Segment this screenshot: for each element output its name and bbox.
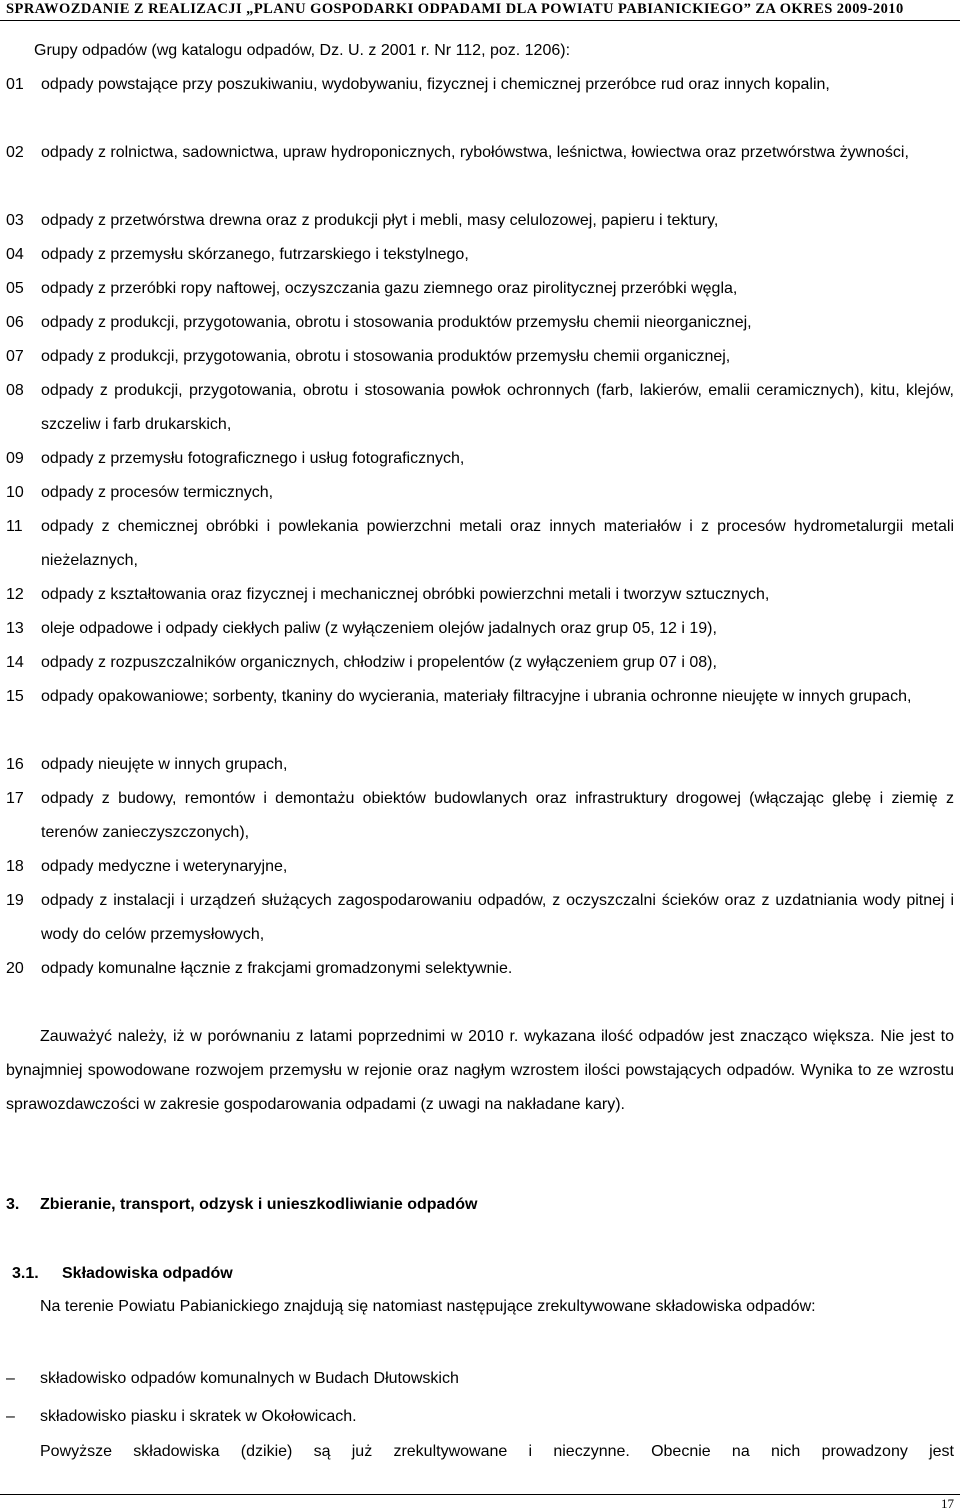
running-header: SPRAWOZDANIE Z REALIZACJI „PLANU GOSPODARKI ODPADAMI DLA POWIATU PABIANICKIEGO” ZA OKRES 2009-2010: [6, 1, 904, 17]
waste-group-text: odpady z rozpuszczalników organicznych, chłodziw i propelentów (z wyłączeniem grup 07 i 08),: [41, 654, 717, 671]
landfills-paragraph: Na terenie Powiatu Pabianickiego znajdują się natomiast następujące zrekultywowane składowiska odpadów:: [40, 1298, 816, 1315]
reclamation-paragraph: Powyższe składowiska (dzikie) są już zrekultywowane i nieczynne. Obecnie na nich prowadzony jest: [40, 1443, 954, 1460]
waste-group-text: oleje odpadowe i odpady ciekłych paliw (z wyłączeniem olejów jadalnych oraz grup 05, 12 i 19),: [41, 620, 717, 637]
waste-group-text: odpady z przemysłu skórzanego, futrzarskiego i tekstylnego,: [41, 246, 469, 263]
list-item: [6, 652, 954, 680]
waste-group-code: 04: [6, 246, 24, 263]
waste-group-code: 11: [6, 518, 23, 535]
list-item: [6, 584, 954, 612]
waste-group-text: odpady z procesów termicznych,: [41, 484, 274, 501]
list-item: [6, 380, 954, 442]
section-title: Zbieranie, transport, odzysk i unieszkodliwianie odpadów: [40, 1196, 478, 1213]
list-item: [6, 618, 954, 646]
section-number: 3.: [6, 1196, 20, 1213]
waste-group-text: odpady z produkcji, przygotowania, obrotu i stosowania produktów przemysłu chemii organicznej,: [41, 348, 731, 365]
list-item: [6, 686, 954, 714]
waste-group-text: odpady komunalne łącznie z frakcjami gromadzonymi selektywnie.: [41, 960, 513, 977]
waste-group-code: 07: [6, 348, 24, 365]
bullet-dash: –: [6, 1408, 15, 1425]
waste-group-code: 02: [6, 144, 24, 161]
list-item: [6, 142, 954, 170]
waste-group-text: odpady medyczne i weterynaryjne,: [41, 858, 288, 875]
waste-group-code: 13: [6, 620, 24, 637]
list-item: [6, 244, 954, 272]
waste-group-text: odpady z produkcji, przygotowania, obrotu i stosowania powłok ochronnych (farb, lakierów, emalii ceramicznych), kitu, klejów, szczeliw i farb drukarskich,: [41, 382, 954, 433]
waste-group-text: odpady z rolnictwa, sadownictwa, upraw hydroponicznych, rybołówstwa, leśnictwa, łowiectwa oraz przetwórstwa żywności,: [41, 144, 909, 161]
waste-group-code: 10: [6, 484, 24, 501]
waste-group-code: 19: [6, 892, 24, 909]
page-number: 17: [941, 1496, 954, 1511]
list-item: [6, 74, 954, 102]
waste-groups-intro: Grupy odpadów (wg katalogu odpadów, Dz. U. z 2001 r. Nr 112, poz. 1206):: [34, 42, 571, 59]
waste-group-text: odpady z instalacji i urządzeń służących zagospodarowaniu odpadów, z oczyszczalni ścieków oraz z uzdatniania wody pitnej i wody do celów przemysłowych,: [41, 892, 954, 943]
waste-group-code: 09: [6, 450, 24, 467]
list-item: [6, 312, 954, 340]
waste-amount-paragraph: Zauważyć należy, iż w porównaniu z latami poprzednimi w 2010 r. wykazana ilość odpadów jest znacząco większa. Nie jest to bynajmniej spowodowane rozwojem przemysłu w rejonie oraz nagłym wzrostem ilości powstających odpadów. Wynika to ze wzrostu sprawozdawczości w zakresie gospodarowania odpadami (z uwagi na nakładane kary).: [6, 1028, 954, 1113]
waste-group-code: 16: [6, 756, 24, 773]
waste-group-text: odpady nieujęte w innych grupach,: [41, 756, 288, 773]
waste-group-code: 18: [6, 858, 24, 875]
waste-group-text: odpady z chemicznej obróbki i powlekania powierzchni metali oraz innych materiałów i z procesów hydrometalurgii metali nieżelaznych,: [41, 518, 954, 569]
landfill-name: składowisko odpadów komunalnych w Budach Dłutowskich: [40, 1370, 459, 1387]
waste-group-code: 05: [6, 280, 24, 297]
waste-group-code: 15: [6, 688, 24, 705]
list-item: [6, 890, 954, 952]
waste-group-code: 01: [6, 76, 24, 93]
list-item: [6, 516, 954, 578]
section-heading: [6, 1194, 477, 1216]
bullet-dash: –: [6, 1370, 15, 1387]
header-divider: [0, 20, 960, 21]
list-item: [6, 346, 954, 374]
waste-group-text: odpady z przeróbki ropy naftowej, oczyszczania gazu ziemnego oraz pirolitycznej przeróbki węgla,: [41, 280, 738, 297]
footer-divider: [0, 1494, 960, 1495]
list-item: [6, 856, 954, 884]
waste-group-text: odpady z kształtowania oraz fizycznej i mechanicznej obróbki powierzchni metali i tworzyw sztucznych,: [41, 586, 770, 603]
waste-group-code: 06: [6, 314, 24, 331]
subsection-number: 3.1.: [12, 1265, 39, 1282]
subsection-heading: [12, 1263, 233, 1285]
list-item: [6, 788, 954, 850]
list-item: [6, 754, 954, 782]
waste-group-code: 12: [6, 586, 24, 603]
waste-group-text: odpady z produkcji, przygotowania, obrotu i stosowania produktów przemysłu chemii nieorganicznej,: [41, 314, 752, 331]
waste-group-code: 08: [6, 382, 24, 399]
waste-group-code: 17: [6, 790, 24, 807]
list-item: [6, 482, 954, 510]
waste-group-text: odpady opakowaniowe; sorbenty, tkaniny do wycierania, materiały filtracyjne i ubrania ochronne nieujęte w innych grupach,: [41, 688, 912, 705]
list-item: [6, 448, 954, 476]
waste-group-code: 14: [6, 654, 24, 671]
list-item: [6, 278, 954, 306]
waste-group-code: 20: [6, 960, 24, 977]
waste-group-text: odpady z przemysłu fotograficznego i usług fotograficznych,: [41, 450, 465, 467]
list-item: [6, 210, 954, 238]
waste-group-text: odpady powstające przy poszukiwaniu, wydobywaniu, fizycznej i chemicznej przeróbce rud oraz innych kopalin,: [41, 76, 830, 93]
landfill-name: składowisko piasku i skratek w Okołowicach.: [40, 1408, 357, 1425]
waste-group-text: odpady z budowy, remontów i demontażu obiektów budowlanych oraz infrastruktury drogowej (włączając glebę i ziemię z terenów zanieczyszczonych),: [41, 790, 954, 841]
waste-group-code: 03: [6, 212, 24, 229]
list-item: [6, 958, 954, 986]
subsection-title: Składowiska odpadów: [62, 1265, 233, 1282]
waste-group-text: odpady z przetwórstwa drewna oraz z produkcji płyt i mebli, masy celulozowej, papieru i tektury,: [41, 212, 719, 229]
